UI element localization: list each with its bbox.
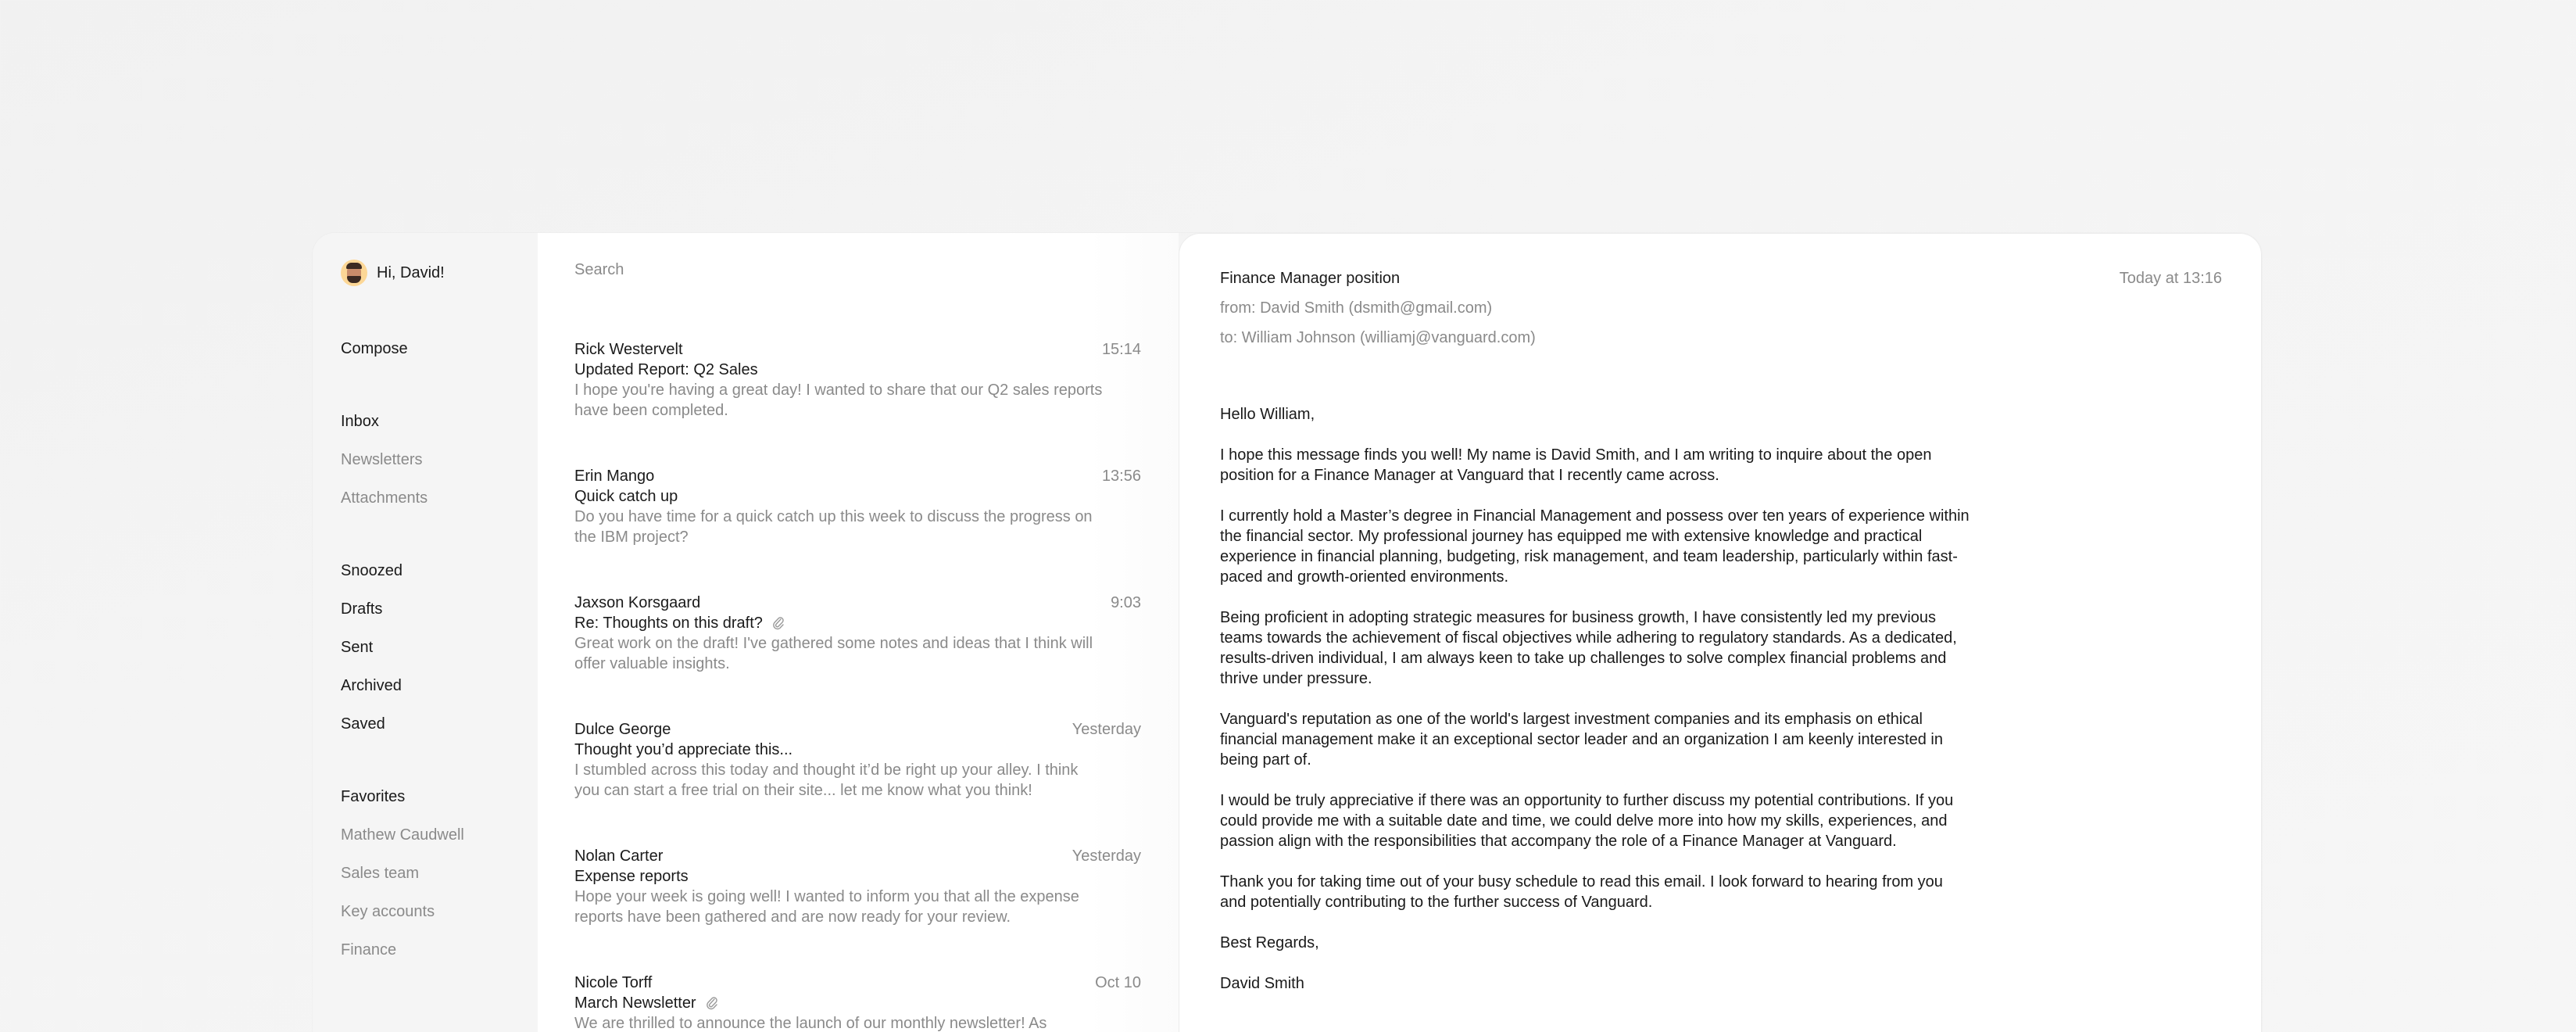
reading-pane: [1179, 233, 2262, 1032]
email-subject: Quick catch up: [574, 488, 678, 505]
email-sender: Nolan Carter: [574, 847, 664, 865]
email-list-item[interactable]: [574, 973, 1141, 1032]
email-list-item[interactable]: [574, 466, 1141, 547]
email-preview: Do you have time for a quick catch up this week to discuss the progress on the IBM project?: [574, 508, 1093, 546]
message-from: from: David Smith (dsmith@gmail.com): [1220, 299, 1493, 317]
avatar-icon[interactable]: [341, 260, 367, 286]
favorite-key-accounts[interactable]: Key accounts: [341, 903, 435, 920]
sidebar: [313, 233, 538, 1032]
body-paragraph: Thank you for taking time out of your busy schedule to read this email. I look forward to hearing from you and potentially contributing to the further success of Vanguard.: [1220, 873, 1943, 911]
paperclip-icon: [706, 996, 718, 1010]
email-subject: Thought you’d appreciate this...: [574, 741, 793, 758]
favorite-finance[interactable]: Finance: [341, 941, 397, 959]
paperclip-icon: [772, 616, 785, 630]
email-preview: I stumbled across this today and thought it’d be right up your alley. I think you can start a free trial on their site... let me know what you think!: [574, 761, 1079, 799]
email-preview: I hope you're having a great day! I wanted to share that our Q2 sales reports have been completed.: [574, 382, 1103, 419]
message-body: [1220, 404, 1970, 1014]
body-paragraph: I currently hold a Master’s degree in Financial Management and possess over ten years of experience within the financial sector. My professional journey has equipped me with extensive knowledge and practical experience in financial planning, budgeting, risk management, and team leadership, particularly within fast-paced and growth-oriented environments.: [1220, 507, 1970, 586]
email-sender: Jaxson Korsgaard: [574, 594, 701, 611]
message-to: to: William Johnson (williamj@vanguard.com): [1220, 329, 1536, 346]
email-list-item[interactable]: [574, 846, 1141, 927]
favorite-sales-team[interactable]: Sales team: [341, 865, 420, 882]
email-preview: Hope your week is going well! I wanted to inform you that all the expense reports have been gathered and are now ready for your review.: [574, 888, 1079, 926]
favorite-mathew-caudwell[interactable]: Mathew Caudwell: [341, 826, 464, 844]
email-time: Oct 10: [1095, 974, 1141, 991]
email-subject: Expense reports: [574, 868, 689, 885]
email-preview: Great work on the draft! I've gathered some notes and ideas that I think will offer valuable insights.: [574, 635, 1093, 672]
email-subject: Re: Thoughts on this draft?: [574, 615, 763, 632]
email-list-item[interactable]: [574, 719, 1141, 801]
body-signoff: Best Regards,: [1220, 934, 1319, 951]
sidebar-item-sent[interactable]: Sent: [341, 639, 374, 656]
email-time: 15:14: [1101, 341, 1141, 358]
body-signature: David Smith: [1220, 975, 1304, 992]
email-preview: We are thrilled to announce the launch of our monthly newsletter! As: [574, 1015, 1047, 1032]
email-list-item[interactable]: [574, 593, 1141, 674]
user-greeting[interactable]: [341, 260, 445, 286]
body-paragraph: Being proficient in adopting strategic measures for business growth, I have consistently led my previous teams towards the achievement of fiscal objectives while adhering to regulatory standards. As a dedicated, results-driven individual, I am always keen to take up challenges to solve complex financial problems and thrive under pressure.: [1220, 609, 1957, 687]
message-subject: Finance Manager position: [1220, 270, 1401, 287]
email-sender: Dulce George: [574, 721, 671, 738]
body-paragraph: Hello William,: [1220, 406, 1315, 423]
message-date: Today at 13:16: [2119, 270, 2222, 287]
search-input[interactable]: [574, 261, 1122, 279]
email-subject: Updated Report: Q2 Sales: [574, 361, 758, 378]
body-paragraph: I hope this message finds you well! My name is David Smith, and I am writing to inquire about the open position for a Finance Manager at Vanguard that I recently came across.: [1220, 446, 1932, 484]
email-time: Yesterday: [1072, 847, 1141, 865]
mail-app-window: [313, 233, 2262, 1032]
email-sender: Erin Mango: [574, 468, 655, 485]
body-paragraph: Vanguard's reputation as one of the world's largest investment companies and its emphasis on ethical financial management make it an exceptional sector leader and an organization I am keenly interested in being part of.: [1220, 711, 1943, 769]
email-subject: March Newsletter: [574, 994, 696, 1012]
favorites-heading: Favorites: [341, 788, 406, 805]
compose-button[interactable]: Compose: [341, 340, 408, 357]
email-sender: Rick Westervelt: [574, 341, 683, 358]
email-list-panel: [538, 233, 1179, 1032]
email-time: 13:56: [1101, 468, 1141, 485]
sidebar-item-newsletters[interactable]: Newsletters: [341, 451, 423, 468]
sidebar-item-attachments[interactable]: Attachments: [341, 489, 428, 507]
email-list-item[interactable]: [574, 339, 1141, 421]
sidebar-item-inbox[interactable]: Inbox: [341, 413, 379, 430]
sidebar-item-saved[interactable]: Saved: [341, 715, 385, 733]
greeting-text: Hi, David!: [377, 263, 445, 281]
email-sender: Nicole Torff: [574, 974, 653, 991]
email-time: 9:03: [1111, 594, 1141, 611]
body-paragraph: I would be truly appreciative if there was an opportunity to further discuss my potential contributions. If you could provide me with a suitable date and time, we could delve more into how my skills, experiences, and passion align with the responsibilities that accompany the role of a Finance Manager at Vanguard.: [1220, 792, 1954, 850]
sidebar-item-drafts[interactable]: Drafts: [341, 600, 383, 618]
email-time: Yesterday: [1072, 721, 1141, 738]
sidebar-item-snoozed[interactable]: Snoozed: [341, 562, 402, 579]
sidebar-item-archived[interactable]: Archived: [341, 677, 402, 694]
